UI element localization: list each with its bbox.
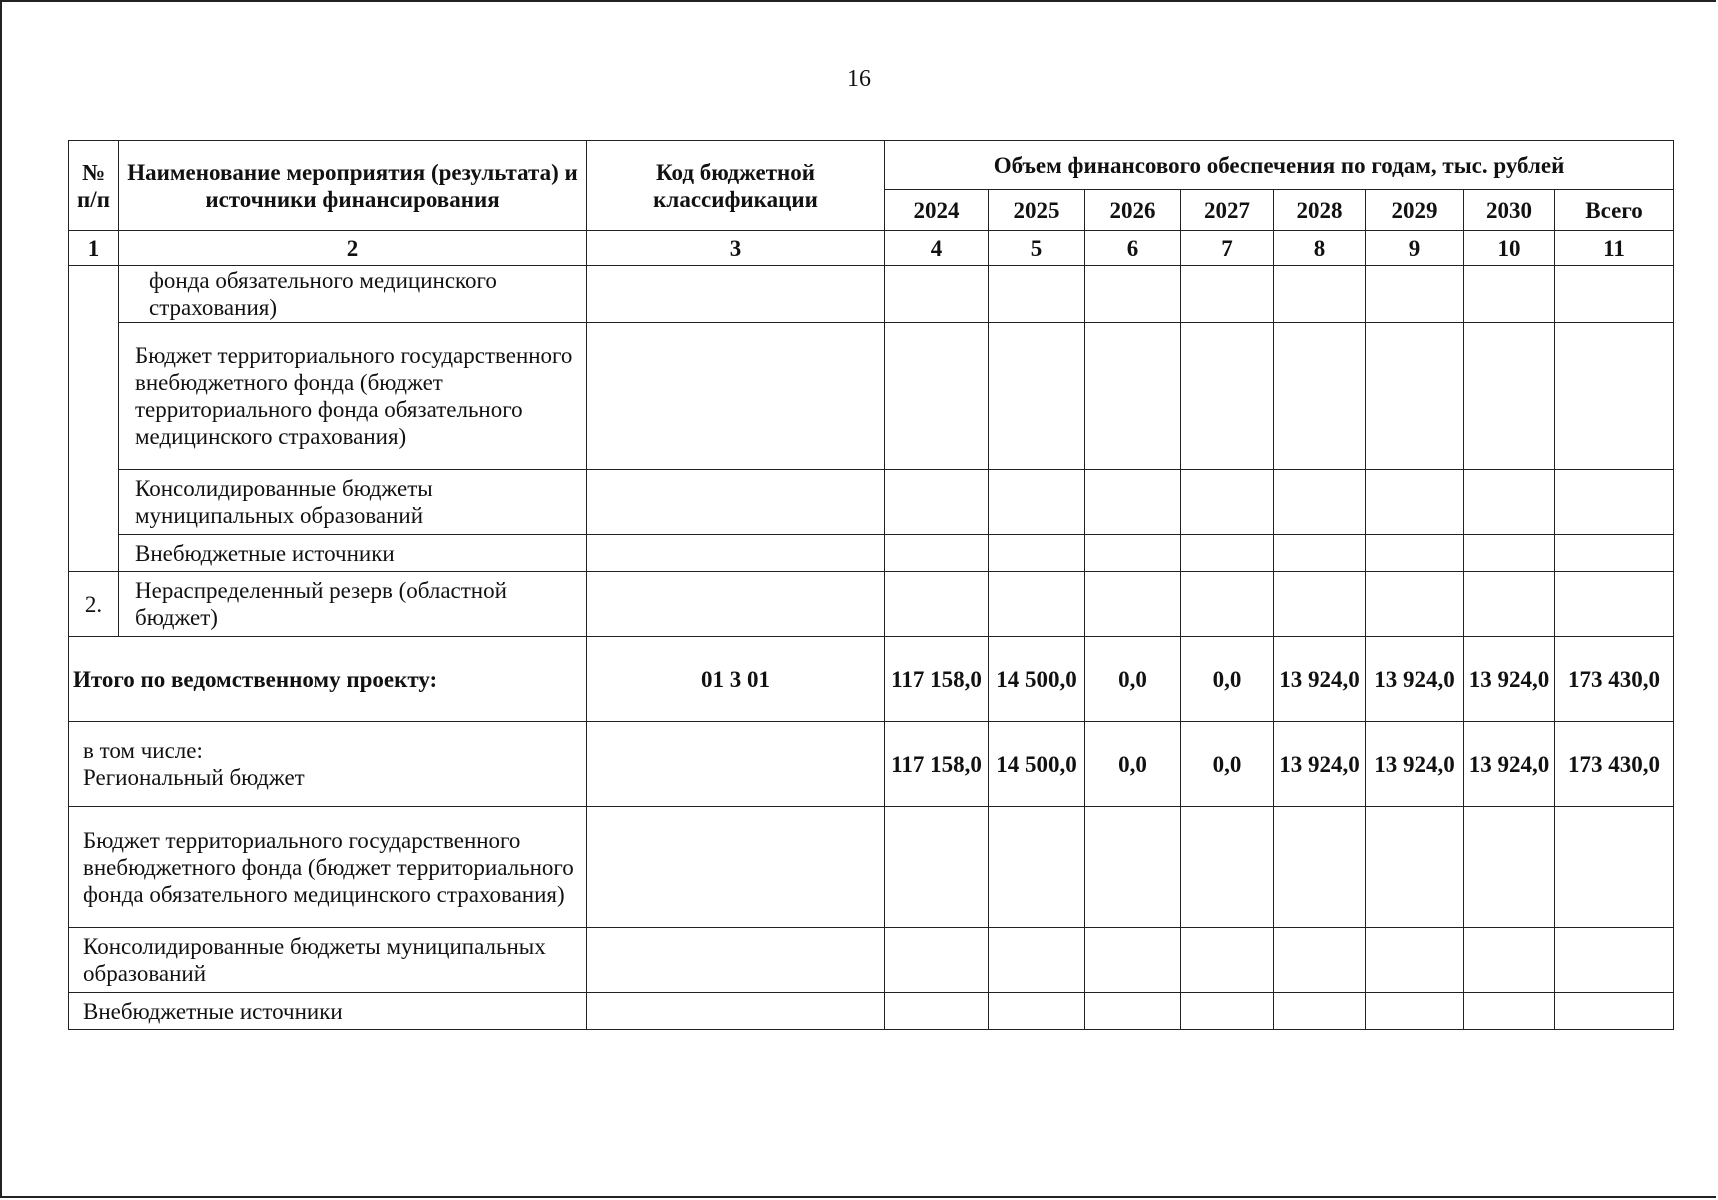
- source-name: Консолидированные бюджеты муниципальных образований: [119, 470, 587, 535]
- index-cell: 7: [1181, 231, 1274, 266]
- regional-value: 117 158,0: [885, 722, 989, 807]
- num-cell: 2.: [69, 572, 119, 637]
- index-cell: 2: [119, 231, 587, 266]
- index-cell: 8: [1274, 231, 1366, 266]
- total-value: 14 500,0: [989, 637, 1085, 722]
- total-label: Итого по ведомственному проекту:: [69, 637, 587, 722]
- total-value: 0,0: [1085, 637, 1181, 722]
- num-cell: [69, 266, 119, 572]
- index-cell: 6: [1085, 231, 1181, 266]
- including-caption: в том числе:: [83, 738, 203, 763]
- total-code: 01 3 01: [587, 637, 885, 722]
- header-row-1: [69, 141, 1674, 190]
- source-name: Внебюджетные источники: [69, 993, 587, 1030]
- col-funding-header: Объем финансового обеспечения по годам, тыс. рублей: [885, 141, 1674, 190]
- total-value: 0,0: [1181, 637, 1274, 722]
- index-row: [69, 231, 1674, 266]
- year-total: Всего: [1555, 190, 1674, 231]
- regional-value: 0,0: [1181, 722, 1274, 807]
- year-2025: 2025: [989, 190, 1085, 231]
- regional-budget-label: Региональный бюджет: [83, 765, 305, 790]
- source-name: Внебюджетные источники: [119, 535, 587, 572]
- regional-value: 0,0: [1085, 722, 1181, 807]
- table-row: [69, 928, 1674, 993]
- index-cell: 9: [1366, 231, 1464, 266]
- source-name: Бюджет территориального государственного внебюджетного фонда (бюджет территориального фонда обязательного медицинского страхования): [119, 323, 587, 470]
- source-name: Нераспределенный резерв (областной бюджет): [119, 572, 587, 637]
- year-2028: 2028: [1274, 190, 1366, 231]
- year-2026: 2026: [1085, 190, 1181, 231]
- index-cell: 11: [1555, 231, 1674, 266]
- regional-value: 173 430,0: [1555, 722, 1674, 807]
- index-cell: 4: [885, 231, 989, 266]
- total-value: 13 924,0: [1274, 637, 1366, 722]
- total-value: 13 924,0: [1464, 637, 1555, 722]
- table-row: [69, 807, 1674, 928]
- year-2029: 2029: [1366, 190, 1464, 231]
- including-label: [69, 722, 587, 807]
- regional-value: 13 924,0: [1464, 722, 1555, 807]
- index-cell: 5: [989, 231, 1085, 266]
- total-row: [69, 637, 1674, 722]
- page-number: 16: [847, 66, 871, 92]
- table-row: [69, 470, 1674, 535]
- total-value: 173 430,0: [1555, 637, 1674, 722]
- col-num-header: № п/п: [69, 141, 119, 231]
- financing-table: [68, 140, 1674, 1030]
- source-name: Консолидированные бюджеты муниципальных образований: [69, 928, 587, 993]
- index-cell: 1: [69, 231, 119, 266]
- table-row: [69, 572, 1674, 637]
- year-2024: 2024: [885, 190, 989, 231]
- regional-value: 13 924,0: [1366, 722, 1464, 807]
- index-cell: 10: [1464, 231, 1555, 266]
- table-row: [69, 535, 1674, 572]
- regional-value: 14 500,0: [989, 722, 1085, 807]
- table-row: [69, 323, 1674, 470]
- regional-value: 13 924,0: [1274, 722, 1366, 807]
- col-name-header: Наименование мероприятия (результата) и источники финансирования: [119, 141, 587, 231]
- including-row: [69, 722, 1674, 807]
- total-value: 13 924,0: [1366, 637, 1464, 722]
- index-cell: 3: [587, 231, 885, 266]
- year-2030: 2030: [1464, 190, 1555, 231]
- table-row: [69, 993, 1674, 1030]
- table-row: [69, 266, 1674, 323]
- total-value: 117 158,0: [885, 637, 989, 722]
- source-name: фонда обязательного медицинского страхования): [119, 266, 587, 323]
- year-2027: 2027: [1181, 190, 1274, 231]
- col-code-header: Код бюджетной классификации: [587, 141, 885, 231]
- source-name: Бюджет территориального государственного внебюджетного фонда (бюджет территориального фонда обязательного медицинского страхования): [69, 807, 587, 928]
